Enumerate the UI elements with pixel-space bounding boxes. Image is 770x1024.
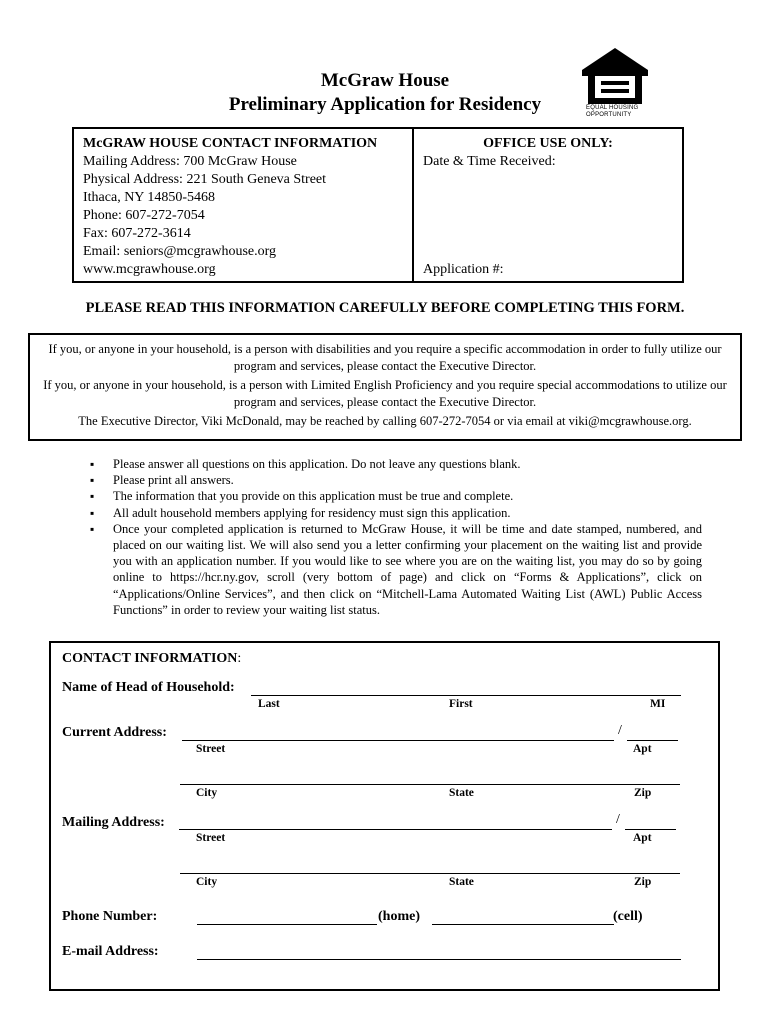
director-contact-notice: The Executive Director, Viki McDonald, may be reached by calling 607-272-7054 or via email at viki@mcgrawhouse.org. xyxy=(78,414,692,428)
mailing-street-input[interactable] xyxy=(179,829,612,830)
instruction-list xyxy=(90,456,702,618)
email-input[interactable] xyxy=(197,959,681,960)
document-title: McGraw House xyxy=(320,70,450,91)
fax-line: Fax: 607-272-3614 xyxy=(83,226,191,241)
contact-information-form xyxy=(49,641,720,991)
head-of-household-input[interactable] xyxy=(251,695,681,696)
logo-text-line-2: OPPORTUNITY xyxy=(586,111,632,118)
list-item: ▪ Once your completed application is returned to McGraw House, it will be time and date stamped, numbered, and placed on our waiting list. We will also send you a letter confirming your placement on the waiting list and provide you with an application number. If you would like to see where you are on the waiting list, you may do so by going online to https://hcr.ny.gov, scroll (very bottom of page) and click on “Forms & Applications”, click on “Applications/Online Services”, and then click on “Mitchell-Lama Automated Waiting List (AWL) Public Access Functions” in order to review your waiting list status. xyxy=(90,521,702,618)
street-caption: Street xyxy=(196,832,226,844)
physical-address-line: Physical Address: 221 South Geneva Street xyxy=(83,172,327,187)
street-caption: Street xyxy=(196,743,226,755)
list-item: ▪ All adult household members applying for residency must sign this application. xyxy=(90,505,702,521)
logo-text-line-1: EQUAL HOUSING xyxy=(586,105,639,111)
equal-housing-logo xyxy=(580,46,650,120)
contact-heading: McGRAW HOUSE CONTACT INFORMATION xyxy=(83,136,378,151)
zip-caption: Zip xyxy=(634,876,652,888)
email-address-label: E-mail Address: xyxy=(62,944,159,959)
home-phone-input[interactable] xyxy=(197,924,377,925)
state-caption: State xyxy=(449,876,474,888)
current-apt-input[interactable] xyxy=(627,740,678,741)
mailing-address-label: Mailing Address: xyxy=(62,815,165,830)
city-caption: City xyxy=(196,787,218,799)
contact-info-panel xyxy=(74,129,414,281)
current-city-state-zip-input[interactable] xyxy=(180,784,680,785)
apt-caption: Apt xyxy=(633,743,652,755)
disability-notice: If you, or anyone in your household, is a person with disabilities and you require a specific accommodation in order to fully utilize our program and services, please contact the Executive Director. xyxy=(48,342,722,373)
office-use-panel xyxy=(414,129,682,281)
accommodation-notice-box xyxy=(28,333,742,441)
phone-line: Phone: 607-272-7054 xyxy=(83,208,205,223)
form-section-title: CONTACT INFORMATION: xyxy=(62,651,242,666)
current-street-input[interactable] xyxy=(182,740,614,741)
document-subtitle: Preliminary Application for Residency xyxy=(228,94,542,115)
mailing-address-line: Mailing Address: 700 McGraw House xyxy=(83,154,297,169)
phone-number-label: Phone Number: xyxy=(62,909,158,924)
contact-info-box xyxy=(72,127,684,283)
middle-initial-caption: MI xyxy=(650,698,666,710)
office-use-heading: OFFICE USE ONLY: xyxy=(483,136,613,151)
city-caption: City xyxy=(196,876,218,888)
mailing-city-state-zip-input[interactable] xyxy=(180,873,680,874)
head-of-household-label: Name of Head of Household: xyxy=(62,680,235,695)
email-line: Email: seniors@mcgrawhouse.org xyxy=(83,244,277,259)
state-caption: State xyxy=(449,787,474,799)
list-item: ▪ The information that you provide on this application must be true and complete. xyxy=(90,488,702,504)
current-address-label: Current Address: xyxy=(62,725,167,740)
slash-separator: / xyxy=(618,723,622,738)
application-number-label: Application #: xyxy=(423,262,504,277)
please-read-heading: PLEASE READ THIS INFORMATION CAREFULLY BEFORE COMPLETING THIS FORM. xyxy=(85,300,685,316)
first-name-caption: First xyxy=(449,698,473,710)
list-item: ▪ Please print all answers. xyxy=(90,472,702,488)
cell-caption: (cell) xyxy=(613,909,643,924)
website-line: www.mcgrawhouse.org xyxy=(83,262,216,277)
date-time-received-label: Date & Time Received: xyxy=(423,154,556,169)
slash-separator: / xyxy=(616,812,620,827)
apt-caption: Apt xyxy=(633,832,652,844)
list-item: ▪ Please answer all questions on this application. Do not leave any questions blank. xyxy=(90,456,702,472)
last-name-caption: Last xyxy=(258,698,280,710)
city-state-zip-line: Ithaca, NY 14850-5468 xyxy=(83,190,216,205)
cell-phone-input[interactable] xyxy=(432,924,614,925)
mailing-apt-input[interactable] xyxy=(625,829,676,830)
home-caption: (home) xyxy=(378,909,420,924)
zip-caption: Zip xyxy=(634,787,652,799)
lep-notice: If you, or anyone in your household, is a person with Limited English Proficiency and you require special accommodations to utilize our program and services, please contact the Executive Director. xyxy=(43,378,727,409)
